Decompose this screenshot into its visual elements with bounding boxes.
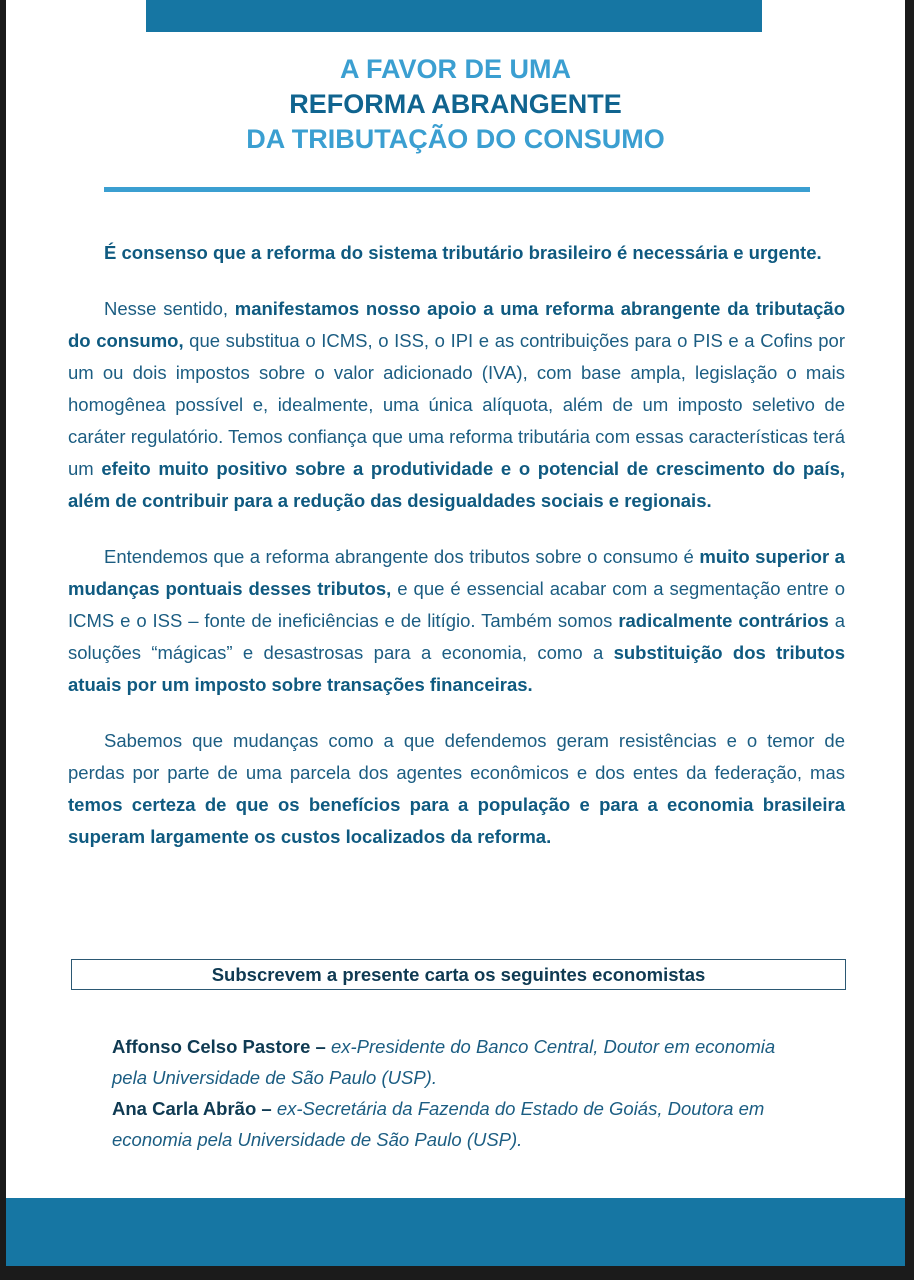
signatory-entry <box>112 1093 812 1155</box>
paragraph-4 <box>68 725 845 853</box>
paragraph-2-emphasis: efeito muito positivo sobre a produtividade e o potencial de crescimento do país, além de contribuir para a redução das desigualdades sociais e regionais. <box>68 458 845 511</box>
paragraph-2-text: Nesse sentido, <box>104 298 235 319</box>
paragraph-4-text: Sabemos que mudanças como a que defendemos geram resistências e o temor de perdas por parte de uma parcela dos agentes econômicos e dos entes da federação, mas <box>68 730 845 783</box>
signatory-description: ex-Secretária da Fazenda do Estado de Goiás, Doutora em economia pela Universidade de São Paulo (USP). <box>112 1098 765 1150</box>
paragraph-2-emphasis: manifestamos nosso apoio a uma reforma abrangente da tributação do consumo, <box>68 298 846 351</box>
signatory-description: ex-Presidente do Banco Central, Doutor em economia pela Universidade de São Paulo (USP). <box>112 1036 776 1088</box>
title-line-2: REFORMA ABRANGENTE <box>289 89 622 119</box>
signatory-name: Affonso Celso Pastore – <box>112 1036 326 1057</box>
paragraph-3-emphasis: radicalmente contrários <box>618 610 829 631</box>
paragraph-3-emphasis: substituição dos tributos atuais por um imposto sobre transações financeiras. <box>68 642 845 695</box>
top-banner <box>146 0 762 32</box>
signatory-entry <box>112 1031 812 1093</box>
paragraph-3-text: e que é essencial acabar com a segmentação entre o ICMS e o ISS – fonte de ineficiências e de litígio. Também somos <box>68 578 845 631</box>
letter-body <box>68 237 845 877</box>
signatories-heading: Subscrevem a presente carta os seguintes economistas <box>71 959 846 990</box>
document-page <box>6 0 905 1266</box>
paragraph-4-emphasis: temos certeza de que os benefícios para a população e para a economia brasileira superam largamente os custos localizados da reforma. <box>68 794 845 847</box>
paragraph-2 <box>68 293 845 517</box>
paragraph-3-text: Entendemos que a reforma abrangente dos tributos sobre o consumo é <box>104 546 700 567</box>
signatory-list <box>112 1031 812 1155</box>
signatory-name: Ana Carla Abrão – <box>112 1098 272 1119</box>
paragraph-3 <box>68 541 845 701</box>
paragraph-1: É consenso que a reforma do sistema tributário brasileiro é necessária e urgente. <box>104 242 822 263</box>
paragraph-3-text: a soluções “mágicas” e desastrosas para a economia, como a <box>68 610 845 663</box>
paragraph-3-emphasis: muito superior a mudanças pontuais desses tributos, <box>68 546 845 599</box>
title-line-1: A FAVOR DE UMA <box>339 54 571 84</box>
paragraph-2-text: que substitua o ICMS, o ISS, o IPI e as contribuições para o PIS e a Cofins por um ou dois impostos sobre o valor adicionado (IVA), com base ampla, legislação o mais homogênea possível e, idealmente, uma única alíquota, além de um imposto seletivo de caráter regulatório. Temos confiança que uma reforma tributária com essas características terá um <box>68 330 845 479</box>
document-title <box>6 52 905 157</box>
title-line-3: DA TRIBUTAÇÃO DO CONSUMO <box>246 124 665 154</box>
title-divider <box>104 187 810 192</box>
bottom-banner <box>6 1198 905 1266</box>
